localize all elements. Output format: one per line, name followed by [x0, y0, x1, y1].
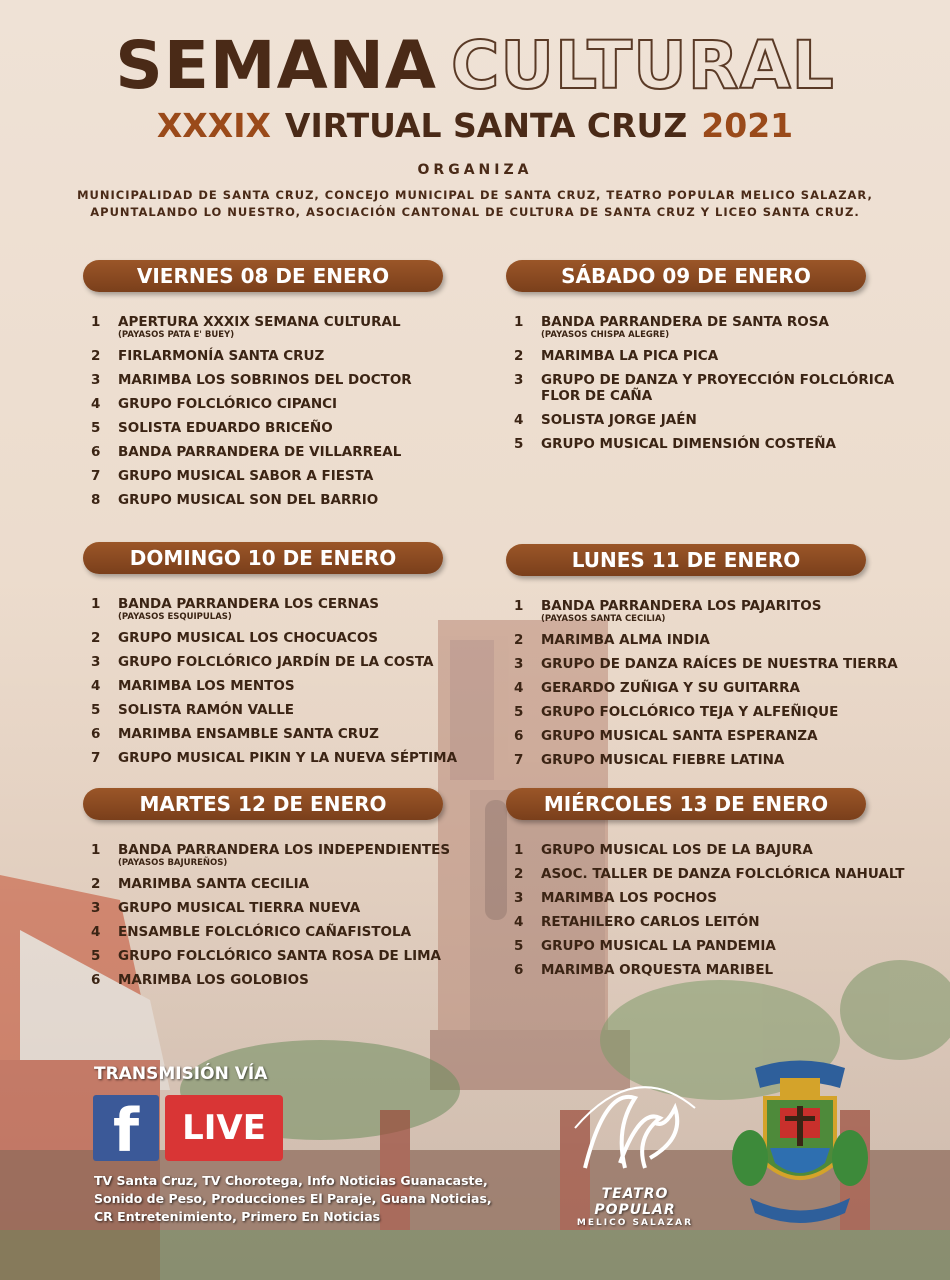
- list-item: [91, 596, 473, 622]
- item-name: GRUPO MUSICAL SABOR A FIESTA: [118, 468, 374, 484]
- item-number: 1: [514, 598, 524, 614]
- list-item: [91, 972, 473, 988]
- organizers-line: MUNICIPALIDAD DE SANTA CRUZ, CONCEJO MUNICIPAL DE SANTA CRUZ, TEATRO POPULAR MELICO SALAZAR,: [77, 188, 873, 202]
- live-badge: LIVE: [165, 1095, 283, 1161]
- day-header: MARTES 12 DE ENERO: [83, 788, 443, 820]
- item-number: 4: [91, 924, 101, 940]
- item-name: SOLISTA EDUARDO BRICEÑO: [118, 420, 333, 436]
- item-name: MARIMBA LOS POCHOS: [541, 890, 717, 906]
- item-number: 3: [91, 654, 101, 670]
- item-name-continued: FLOR DE CAÑA: [541, 388, 653, 404]
- item-name: ASOC. TALLER DE DANZA FOLCLÓRICA NAHUALT: [541, 866, 905, 882]
- day-miercoles: [506, 788, 905, 986]
- item-name: FIRLARMONÍA SANTA CRUZ: [118, 348, 325, 364]
- list-item: [514, 842, 896, 858]
- list-item: [514, 412, 896, 428]
- item-name: GRUPO MUSICAL SON DEL BARRIO: [118, 492, 379, 508]
- item-name: GRUPO FOLCLÓRICO SANTA ROSA DE LIMA: [118, 948, 441, 964]
- list-item: [91, 702, 473, 718]
- item-number: 2: [91, 348, 101, 364]
- item-number: 2: [91, 630, 101, 646]
- list-item: [91, 654, 473, 670]
- list-item: [514, 680, 896, 696]
- item-name: SOLISTA JORGE JAÉN: [541, 412, 697, 428]
- item-number: 4: [514, 680, 524, 696]
- item-name: GRUPO MUSICAL LOS CHOCUACOS: [118, 630, 379, 646]
- subtitle: [0, 104, 950, 148]
- list-item: [91, 948, 473, 964]
- item-name: MARIMBA LOS GOLOBIOS: [118, 972, 309, 988]
- list-item: [91, 630, 473, 646]
- item-note: (PAYASOS ESQUIPULAS): [118, 612, 232, 622]
- list-item: [91, 314, 473, 340]
- item-number: 2: [514, 632, 524, 648]
- item-number: 1: [91, 842, 101, 858]
- item-number: 1: [514, 314, 524, 330]
- list-item: [91, 842, 473, 868]
- item-note: (PAYASOS BAJUREÑOS): [118, 858, 228, 868]
- item-note: (PAYASOS CHISPA ALEGRE): [541, 330, 670, 340]
- title-part-cultural: CULTURAL: [450, 27, 835, 104]
- item-name: GRUPO MUSICAL LOS DE LA BAJURA: [541, 842, 813, 858]
- day-sabado: [506, 260, 896, 460]
- performer-list: [83, 596, 473, 766]
- day-martes: [83, 788, 473, 996]
- day-viernes: [83, 260, 473, 516]
- title-part-semana: SEMANA: [115, 27, 437, 104]
- item-number: 3: [514, 372, 524, 388]
- item-number: 5: [514, 938, 524, 954]
- item-name: BANDA PARRANDERA LOS PAJARITOS: [541, 598, 822, 614]
- item-number: 5: [91, 420, 101, 436]
- item-name: GRUPO MUSICAL FIEBRE LATINA: [541, 752, 785, 768]
- teatro-popular-logo-icon: [565, 1068, 705, 1186]
- item-name: MARIMBA LOS MENTOS: [118, 678, 295, 694]
- item-number: 7: [91, 750, 101, 766]
- list-item: [514, 890, 896, 906]
- channels-line: TV Santa Cruz, TV Chorotega, Info Noticias Guanacaste,: [94, 1173, 488, 1188]
- channels-line: CR Entretenimiento, Primero En Noticias: [94, 1209, 381, 1224]
- item-number: 5: [514, 704, 524, 720]
- list-item: [91, 468, 473, 484]
- item-number: 2: [514, 348, 524, 364]
- list-item: [514, 938, 896, 954]
- list-item: [514, 598, 896, 624]
- item-number: 6: [91, 972, 101, 988]
- item-name: GRUPO MUSICAL LA PANDEMIA: [541, 938, 776, 954]
- day-lunes: [506, 544, 896, 776]
- item-name: MARIMBA ALMA INDIA: [541, 632, 710, 648]
- item-name: MARIMBA SANTA CECILIA: [118, 876, 310, 892]
- list-item: [514, 962, 896, 978]
- list-item: [91, 372, 473, 388]
- item-number: 7: [91, 468, 101, 484]
- performer-list: [506, 314, 896, 452]
- list-item: [91, 348, 473, 364]
- item-name: MARIMBA LA PICA PICA: [541, 348, 719, 364]
- teatro-logo: [560, 1068, 710, 1228]
- item-name: GRUPO MUSICAL SANTA ESPERANZA: [541, 728, 818, 744]
- item-name: GRUPO FOLCLÓRICO CIPANCI: [118, 396, 338, 412]
- transmision-label: TRANSMISIÓN VÍA: [94, 1064, 268, 1084]
- event-name: VIRTUAL SANTA CRUZ: [284, 106, 688, 145]
- item-number: 3: [514, 890, 524, 906]
- list-item: [91, 444, 473, 460]
- day-header: LUNES 11 DE ENERO: [506, 544, 866, 576]
- day-domingo: [83, 542, 473, 774]
- day-header: MIÉRCOLES 13 DE ENERO: [506, 788, 866, 820]
- list-item: [91, 750, 473, 766]
- event-year: 2021: [701, 106, 794, 145]
- list-item: [91, 876, 473, 892]
- item-number: 1: [91, 596, 101, 612]
- item-name: GRUPO FOLCLÓRICO JARDÍN DE LA COSTA: [118, 654, 434, 670]
- list-item: [514, 436, 896, 452]
- item-number: 4: [514, 914, 524, 930]
- item-name: GRUPO DE DANZA RAÍCES DE NUESTRA TIERRA: [541, 656, 898, 672]
- performer-list: [83, 842, 473, 988]
- item-number: 5: [91, 948, 101, 964]
- item-name: GRUPO MUSICAL DIMENSIÓN COSTEÑA: [541, 436, 836, 452]
- item-number: 8: [91, 492, 101, 508]
- list-item: [514, 314, 896, 340]
- item-number: 2: [514, 866, 524, 882]
- list-item: [91, 924, 473, 940]
- list-item: [91, 420, 473, 436]
- item-name: MARIMBA LOS SOBRINOS DEL DOCTOR: [118, 372, 412, 388]
- list-item: [514, 656, 896, 672]
- facebook-icon: f: [93, 1095, 159, 1161]
- performer-list: [506, 842, 905, 978]
- list-item: [91, 726, 473, 742]
- performer-list: [83, 314, 473, 508]
- item-number: 7: [514, 752, 524, 768]
- item-name: GERARDO ZUÑIGA Y SU GUITARRA: [541, 680, 800, 696]
- list-item: [91, 492, 473, 508]
- item-number: 2: [91, 876, 101, 892]
- item-number: 4: [91, 678, 101, 694]
- item-number: 6: [514, 728, 524, 744]
- item-name: GRUPO MUSICAL TIERRA NUEVA: [118, 900, 361, 916]
- list-item: [514, 704, 896, 720]
- teatro-name-line1: TEATRO POPULAR: [594, 1186, 676, 1218]
- item-number: 5: [514, 436, 524, 452]
- item-name: BANDA PARRANDERA LOS CERNAS: [118, 596, 380, 612]
- item-number: 4: [514, 412, 524, 428]
- edition-number: XXXIX: [156, 106, 271, 145]
- organizers-list: [0, 187, 950, 221]
- item-number: 3: [514, 656, 524, 672]
- item-name: GRUPO DE DANZA Y PROYECCIÓN FOLCLÓRICA: [541, 372, 895, 388]
- item-name: BANDA PARRANDERA DE VILLARREAL: [118, 444, 402, 460]
- item-name: MARIMBA ORQUESTA MARIBEL: [541, 962, 774, 978]
- item-name: ENSAMBLE FOLCLÓRICO CAÑAFISTOLA: [118, 924, 412, 940]
- channels-list: [94, 1172, 514, 1226]
- santa-cruz-coat-of-arms-icon: [725, 1058, 875, 1228]
- organiza-label: ORGANIZA: [417, 162, 533, 178]
- item-note: (PAYASOS PATA E' BUEY): [118, 330, 235, 340]
- list-item: [514, 372, 896, 404]
- item-name: APERTURA XXXIX SEMANA CULTURAL: [118, 314, 401, 330]
- item-name: GRUPO MUSICAL PIKIN Y LA NUEVA SÉPTIMA: [118, 750, 458, 766]
- list-item: [514, 914, 896, 930]
- teatro-name-line2: MELICO SALAZAR: [576, 1218, 694, 1228]
- list-item: [514, 728, 896, 744]
- list-item: [514, 866, 905, 882]
- list-item: [91, 900, 473, 916]
- item-number: 6: [91, 444, 101, 460]
- main-title: [0, 26, 950, 106]
- item-number: 3: [91, 372, 101, 388]
- performer-list: [506, 598, 896, 768]
- item-name: SOLISTA RAMÓN VALLE: [118, 702, 295, 718]
- item-name: BANDA PARRANDERA DE SANTA ROSA: [541, 314, 829, 330]
- list-item: [91, 396, 473, 412]
- list-item: [514, 752, 896, 768]
- day-header: DOMINGO 10 DE ENERO: [83, 542, 443, 574]
- item-number: 6: [514, 962, 524, 978]
- item-number: 1: [514, 842, 524, 858]
- list-item: [514, 632, 896, 648]
- item-number: 3: [91, 900, 101, 916]
- item-number: 4: [91, 396, 101, 412]
- item-name: RETAHILERO CARLOS LEITÓN: [541, 914, 760, 930]
- list-item: [91, 678, 473, 694]
- item-number: 5: [91, 702, 101, 718]
- item-number: 1: [91, 314, 101, 330]
- list-item: [514, 348, 896, 364]
- channels-line: Sonido de Peso, Producciones El Paraje, Guana Noticias,: [94, 1191, 492, 1206]
- item-name: MARIMBA ENSAMBLE SANTA CRUZ: [118, 726, 379, 742]
- day-header: VIERNES 08 DE ENERO: [83, 260, 443, 292]
- day-header: SÁBADO 09 DE ENERO: [506, 260, 866, 292]
- item-name: BANDA PARRANDERA LOS INDEPENDIENTES: [118, 842, 451, 858]
- item-name: GRUPO FOLCLÓRICO TEJA Y ALFEÑIQUE: [541, 704, 839, 720]
- item-number: 6: [91, 726, 101, 742]
- organizers-line: APUNTALANDO LO NUESTRO, ASOCIACIÓN CANTONAL DE CULTURA DE SANTA CRUZ Y LICEO SANTA CRUZ.: [90, 205, 860, 219]
- item-note: (PAYASOS SANTA CECILIA): [541, 614, 666, 624]
